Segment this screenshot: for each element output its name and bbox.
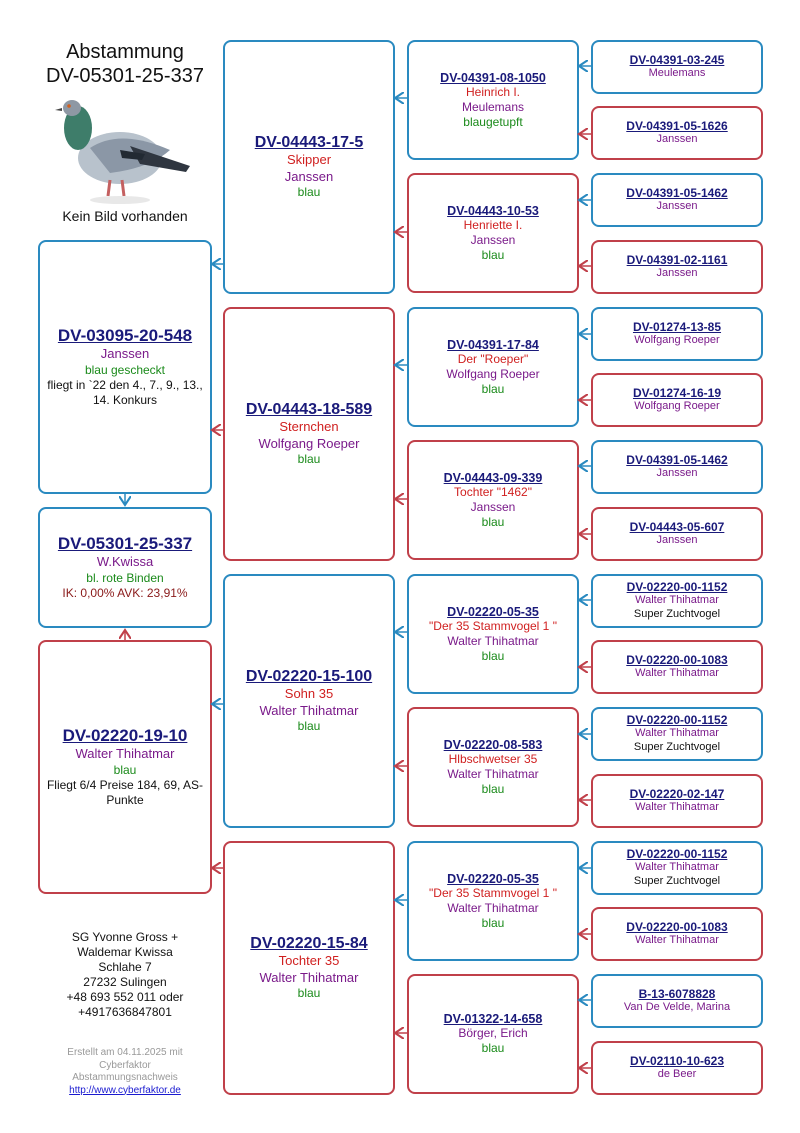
owner-line: Schlahe 7 <box>98 960 152 974</box>
bird-color: blau <box>481 781 505 796</box>
ring-link[interactable]: DV-01274-13-85 <box>632 320 722 335</box>
bird-color: blau gescheckt <box>84 362 166 377</box>
bird-name: Der "Roeper" <box>457 351 529 366</box>
owner-line: SG Yvonne Gross + <box>71 930 179 944</box>
ring-link[interactable]: DV-04391-05-1462 <box>626 186 728 201</box>
ring-link[interactable]: DV-02220-00-1083 <box>626 653 728 668</box>
bird-name: W.Kwissa <box>96 554 154 570</box>
remark: Super Zuchtvogel <box>633 608 721 620</box>
breeder: Walter Thihatmar <box>447 766 539 781</box>
ring-link[interactable]: DV-04391-02-1161 <box>626 253 728 268</box>
bird-color: blau <box>297 718 321 733</box>
ring-link[interactable]: DV-05301-25-337 <box>57 534 193 554</box>
ring-link[interactable]: DV-02110-10-623 <box>629 1054 725 1069</box>
credit-link[interactable]: http://www.cyberfaktor.de <box>69 1084 181 1096</box>
breeder: Walter Thihatmar <box>635 727 719 740</box>
breeder: Janssen <box>284 168 334 184</box>
ring-link[interactable]: DV-02220-00-1152 <box>626 713 728 728</box>
breeder: Walter Thihatmar <box>635 801 719 814</box>
breeder: Janssen <box>470 499 516 514</box>
breeder: Walter Thihatmar <box>635 861 719 874</box>
ring-link[interactable]: DV-01322-14-658 <box>443 1012 543 1026</box>
credit-line: Abstammungsnachweis <box>72 1072 178 1083</box>
ring-link[interactable]: DV-04443-18-589 <box>245 401 373 419</box>
ring-link[interactable]: DV-01274-16-19 <box>632 386 722 401</box>
ik-avk: IK: 0,00% AVK: 23,91% <box>62 585 188 600</box>
ring-link[interactable]: B-13-6078828 <box>638 987 716 1002</box>
breeder: Walter Thihatmar <box>259 969 359 985</box>
bird-name: Sternchen <box>279 419 339 435</box>
ring-link[interactable]: DV-02220-00-1083 <box>626 920 728 935</box>
breeder: Janssen <box>656 133 698 146</box>
ring-link[interactable]: DV-02220-08-583 <box>443 737 543 752</box>
bird-name: Heinrich I. <box>465 84 521 99</box>
breeder: Walter Thihatmar <box>447 633 539 648</box>
breeder: Wolfgang Roeper <box>446 366 540 381</box>
bird-color: blau <box>481 381 505 396</box>
breeder: Wolfgang Roeper <box>634 334 720 347</box>
ring-link[interactable]: DV-02220-15-84 <box>250 935 368 953</box>
bird-name: "Der 35 Stammvogel 1 " <box>429 618 557 633</box>
ring-link[interactable]: DV-04391-17-84 <box>447 337 539 352</box>
owner-line: Waldemar Kwissa <box>77 945 173 959</box>
bird-name: Tochter 35 <box>278 953 340 969</box>
bird-color: blau <box>481 915 505 930</box>
bird-color: blau <box>113 762 137 777</box>
breeder: Janssen <box>100 346 150 362</box>
owner-line: +48 693 552 011 oder <box>66 990 184 1004</box>
credit-line: Cyberfaktor <box>99 1059 151 1071</box>
breeder: Walter Thihatmar <box>635 934 719 947</box>
bird-color: blaugetupft <box>463 114 523 129</box>
remark: Super Zuchtvogel <box>633 741 721 753</box>
ring-link[interactable]: DV-04443-10-53 <box>447 203 539 218</box>
bird-color: blau <box>297 184 321 199</box>
title-ring: DV-05301-25-337 <box>46 65 204 88</box>
bird-color: blau <box>297 451 321 466</box>
breeder: Janssen <box>656 467 698 480</box>
ring-link[interactable]: DV-04443-05-607 <box>629 520 725 535</box>
ring-link[interactable]: DV-04391-08-1050 <box>440 70 546 85</box>
bird-name: Sohn 35 <box>284 686 334 702</box>
bird-name: Henriette I. <box>463 217 523 232</box>
breeder: Wolfgang Roeper <box>634 400 720 413</box>
bird-color: blau <box>481 648 505 663</box>
bird-name: Tochter "1462" <box>454 484 532 499</box>
remark: Super Zuchtvogel <box>633 875 721 887</box>
breeder: Janssen <box>656 534 698 547</box>
title-label: Abstammung <box>66 41 184 63</box>
bird-name: Hlbschwetser 35 <box>448 751 538 766</box>
ring-link[interactable]: DV-02220-05-35 <box>447 604 539 619</box>
no-image-label: Kein Bild vorhanden <box>62 208 188 224</box>
breeder: Meulemans <box>461 99 525 114</box>
breeder: Wolfgang Roeper <box>258 435 360 451</box>
ring-link[interactable]: DV-02220-15-100 <box>245 668 373 686</box>
breeder: de Beer <box>657 1068 697 1081</box>
owner-line: +4917636847801 <box>78 1005 172 1019</box>
bird-color: blau <box>481 247 505 262</box>
breeder: Walter Thihatmar <box>75 746 175 762</box>
ring-link[interactable]: DV-04443-17-5 <box>254 134 364 152</box>
bird-name: "Der 35 Stammvogel 1 " <box>429 885 557 900</box>
breeder: Janssen <box>656 200 698 213</box>
breeder: Börger, Erich <box>458 1026 528 1040</box>
ring-link[interactable]: DV-04391-03-245 <box>629 53 725 68</box>
ring-link[interactable]: DV-04391-05-1626 <box>626 119 728 134</box>
breeder: Meulemans <box>648 67 706 80</box>
ring-link[interactable]: DV-04391-05-1462 <box>626 453 728 468</box>
ring-link[interactable]: DV-03095-20-548 <box>57 326 193 346</box>
ring-link[interactable]: DV-02220-02-147 <box>629 787 725 802</box>
ring-link[interactable]: DV-02220-05-35 <box>447 871 539 886</box>
bird-name: Skipper <box>286 152 332 168</box>
breeder: Walter Thihatmar <box>635 667 719 680</box>
bird-color: blau <box>481 1041 505 1055</box>
ring-link[interactable]: DV-02220-00-1152 <box>626 847 728 862</box>
owner-line: 27232 Sulingen <box>83 975 167 989</box>
ring-link[interactable]: DV-04443-09-339 <box>443 470 543 485</box>
bird-color: blau <box>481 514 505 529</box>
breeder: Walter Thihatmar <box>635 594 719 607</box>
breeder: Walter Thihatmar <box>447 900 539 915</box>
remark: fliegt in `22 den 4., 7., 9., 13., 14. Konkurs <box>47 377 203 407</box>
ring-link[interactable]: DV-02220-00-1152 <box>626 580 728 595</box>
credit-line: Erstellt am 04.11.2025 mit <box>67 1047 183 1058</box>
breeder: Janssen <box>470 232 516 247</box>
ring-link[interactable]: DV-02220-19-10 <box>62 726 188 746</box>
bird-color: blau <box>297 985 321 1000</box>
breeder: Van De Velde, Marina <box>623 1001 731 1014</box>
breeder: Janssen <box>656 267 698 280</box>
bird-color: bl. rote Binden <box>86 570 164 585</box>
remark: Fliegt 6/4 Preise 184, 69, AS-Punkte <box>46 777 204 807</box>
breeder: Walter Thihatmar <box>259 702 359 718</box>
